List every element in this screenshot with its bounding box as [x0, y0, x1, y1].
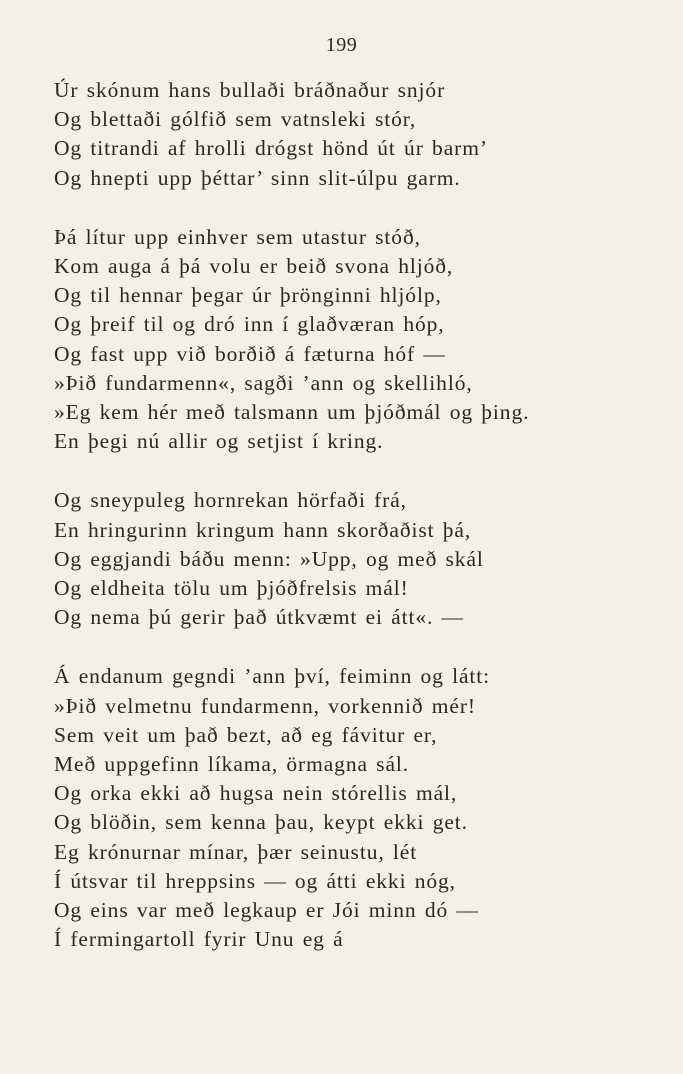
poem-line: Og nema þú gerir það útkvæmt ei átt«. — — [54, 605, 464, 630]
poem-line: Í útsvar til hreppsins — og átti ekki nóg, — [54, 868, 456, 893]
stanza-2 — [54, 223, 674, 457]
poem-line: Á endanum gegndi ’ann því, feiminn og látt: — [54, 664, 491, 689]
poem-line: Og til hennar þegar úr þrönginni hljólp, — [54, 283, 442, 308]
poem-line: Og fast upp við borðið á fæturna hóf — — [54, 341, 446, 366]
page-number: 199 — [325, 34, 358, 56]
poem-line: »Eg kem hér með talsmann um þjóðmál og þing. — [54, 400, 530, 425]
poem-line: Og blettaði gólfið sem vatnsleki stór, — [54, 107, 417, 132]
poem-line: Og blöðin, sem kenna þau, keypt ekki get. — [54, 810, 468, 835]
poem-line: En þegi nú allir og setjist í kring. — [54, 429, 384, 454]
poem-line: Með uppgefinn líkama, örmagna sál. — [54, 752, 410, 777]
poem-line: En hringurinn kringum hann skorðaðist þá, — [54, 517, 472, 542]
poem-line: Eg krónurnar mínar, þær seinustu, lét — [54, 839, 418, 864]
stanza-3 — [54, 486, 674, 632]
poem-line: »Þið velmetnu fundarmenn, vorkennið mér! — [54, 693, 476, 718]
poem-line: »Þið fundarmenn«, sagði ’ann og skellihló, — [54, 370, 473, 395]
poem-line: Og sneypuleg hornrekan hörfaði frá, — [54, 488, 407, 513]
poem-line: Sem veit um það bezt, að eg fávitur er, — [54, 722, 438, 747]
poem-line: Og titrandi af hrolli drógst hönd út úr barm’ — [54, 136, 488, 161]
stanza-4 — [54, 662, 674, 954]
poem-line: Og eldheita tölu um þjóðfrelsis mál! — [54, 576, 409, 601]
stanza-1 — [54, 76, 674, 193]
poem-line: Og þreif til og dró inn í glaðværan hóp, — [54, 312, 445, 337]
poem-line: Og eins var með legkaup er Jói minn dó — — [54, 898, 479, 923]
poem-line: Í fermingartoll fyrir Unu eg á — [54, 927, 344, 952]
poem-line: Og hnepti upp þéttar’ sinn slit-úlpu garm. — [54, 165, 461, 190]
poem-line: Og eggjandi báðu menn: »Upp, og með skál — [54, 546, 484, 571]
poem-line: Og orka ekki að hugsa nein stórellis mál, — [54, 781, 458, 806]
poem-line: Þá lítur upp einhver sem utastur stóð, — [54, 224, 421, 249]
poem-line: Kom auga á þá volu er beið svona hljóð, — [54, 254, 454, 279]
poem-line: Úr skónum hans bullaði bráðnaður snjór — [54, 78, 446, 102]
poem-text — [54, 76, 674, 954]
